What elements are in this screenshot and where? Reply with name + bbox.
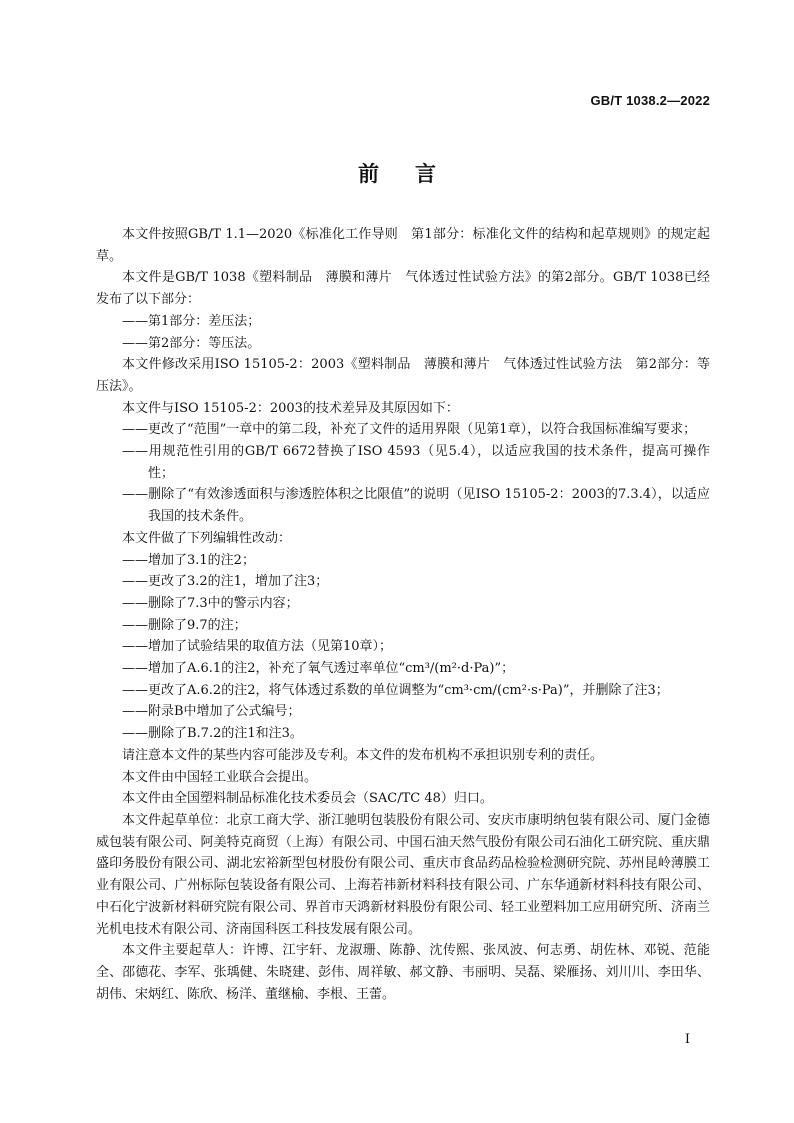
paragraph-technical-differences: 本文件与ISO 15105-2：2003的技术差异及其原因如下： — [122, 400, 459, 416]
page-title — [0, 158, 794, 188]
paragraph-editorial-changes: 本文件做了下列编辑性改动： — [122, 530, 292, 546]
paragraph-proposer: 本文件由中国轻工业联合会提出。 — [122, 769, 318, 785]
list-item: ——第1部分：差压法； — [122, 313, 261, 329]
list-item: ——第2部分：等压法。 — [122, 335, 261, 351]
list-item: ——删除了7.3中的警示内容； — [122, 595, 299, 611]
list-item: ——更改了A.6.2的注2，将气体透过系数的单位调整为“cm³·cm/(cm²·s·Pa)”，并删除了注3； — [122, 682, 669, 698]
list-item: ——增加了试验结果的取值方法（见第10章）； — [122, 639, 393, 655]
page-title-text: 前言 — [358, 161, 472, 186]
list-item: ——用规范性引用的GB/T 6672替换了ISO 4593（见5.4），以适应我国的技术条件，提高可操作性； — [122, 444, 710, 481]
paragraph-drafters: 本文件主要起草人：许博、江宇轩、龙淑珊、陈静、沈传熙、张凤波、何志勇、胡佐林、邓锐、范能全、邵德花、李军、张瑀健、朱晓建、彭伟、周祥敏、郝文静、韦丽明、吴磊、梁雁扬、刘川川、李田华、胡伟、宋炳红、陈欣、杨洋、董继榆、李根、王蕾。 — [96, 943, 710, 1002]
list-item: ——更改了“范围”一章中的第二段，补充了文件的适用界限（见第1章），以符合我国标准编写要求； — [122, 422, 697, 438]
list-item: ——删除了9.7的注； — [122, 617, 247, 633]
paragraph-committee: 本文件由全国塑料制品标准化技术委员会（SAC/TC 48）归口。 — [122, 791, 493, 807]
list-item: ——附录B中增加了公式编号； — [122, 704, 301, 720]
list-item: ——更改了3.2的注1，增加了注3； — [122, 574, 329, 590]
paragraph-adoption: 本文件修改采用ISO 15105-2：2003《塑料制品 薄膜和薄片 气体透过性试验方法 第2部分：等压法》。 — [96, 357, 710, 394]
paragraph-series-intro: 本文件是GB/T 1038《塑料制品 薄膜和薄片 气体透过性试验方法》的第2部分。GB/T 1038已经发布了以下部分： — [96, 270, 710, 308]
paragraph-drafting-units: 本文件起草单位：北京工商大学、浙江驰明包装股份有限公司、安庆市康明纳包装有限公司、厦门金德威包装有限公司、阿美特克商贸（上海）有限公司、中国石油天然气股份有限公司石油化工研究院、重庆鼎盛印务股份有限公司、湖北宏裕新型包材股份有限公司、重庆市食品药品检验检测研究院、苏州昆岭薄膜工业有限公司、广州标际包装设备有限公司、上海若祎新材料科技有限公司、广东华通新材料科技有限公司、中石化宁波新材料研究院有限公司、界首市天鸿新材料股份有限公司、轻工业塑料加工应用研究所、济南兰光机电技术有限公司、济南国科医工科技发展有限公司。 — [96, 812, 710, 937]
page-number: I — [684, 1032, 690, 1047]
list-item: ——删除了B.7.2的注1和注3。 — [122, 726, 303, 742]
paragraph-drafting-rules: 本文件按照GB/T 1.1—2020《标准化工作导则 第1部分：标准化文件的结构和起草规则》的规定起草。 — [96, 227, 710, 264]
list-item: ——删除了“有效渗透面积与渗透腔体积之比限值”的说明（见ISO 15105-2：2003的7.3.4），以适应我国的技术条件。 — [122, 487, 710, 525]
foreword-body — [96, 224, 710, 1005]
list-item: ——增加了3.1的注2； — [122, 552, 255, 568]
list-item: ——增加了A.6.1的注2，补充了氧气透过率单位“cm³/(m²·d·Pa)”； — [122, 661, 515, 677]
paragraph-patent-notice: 请注意本文件的某些内容可能涉及专利。本文件的发布机构不承担识别专利的责任。 — [122, 747, 604, 763]
standard-code: GB/T 1038.2—2022 — [590, 93, 710, 108]
